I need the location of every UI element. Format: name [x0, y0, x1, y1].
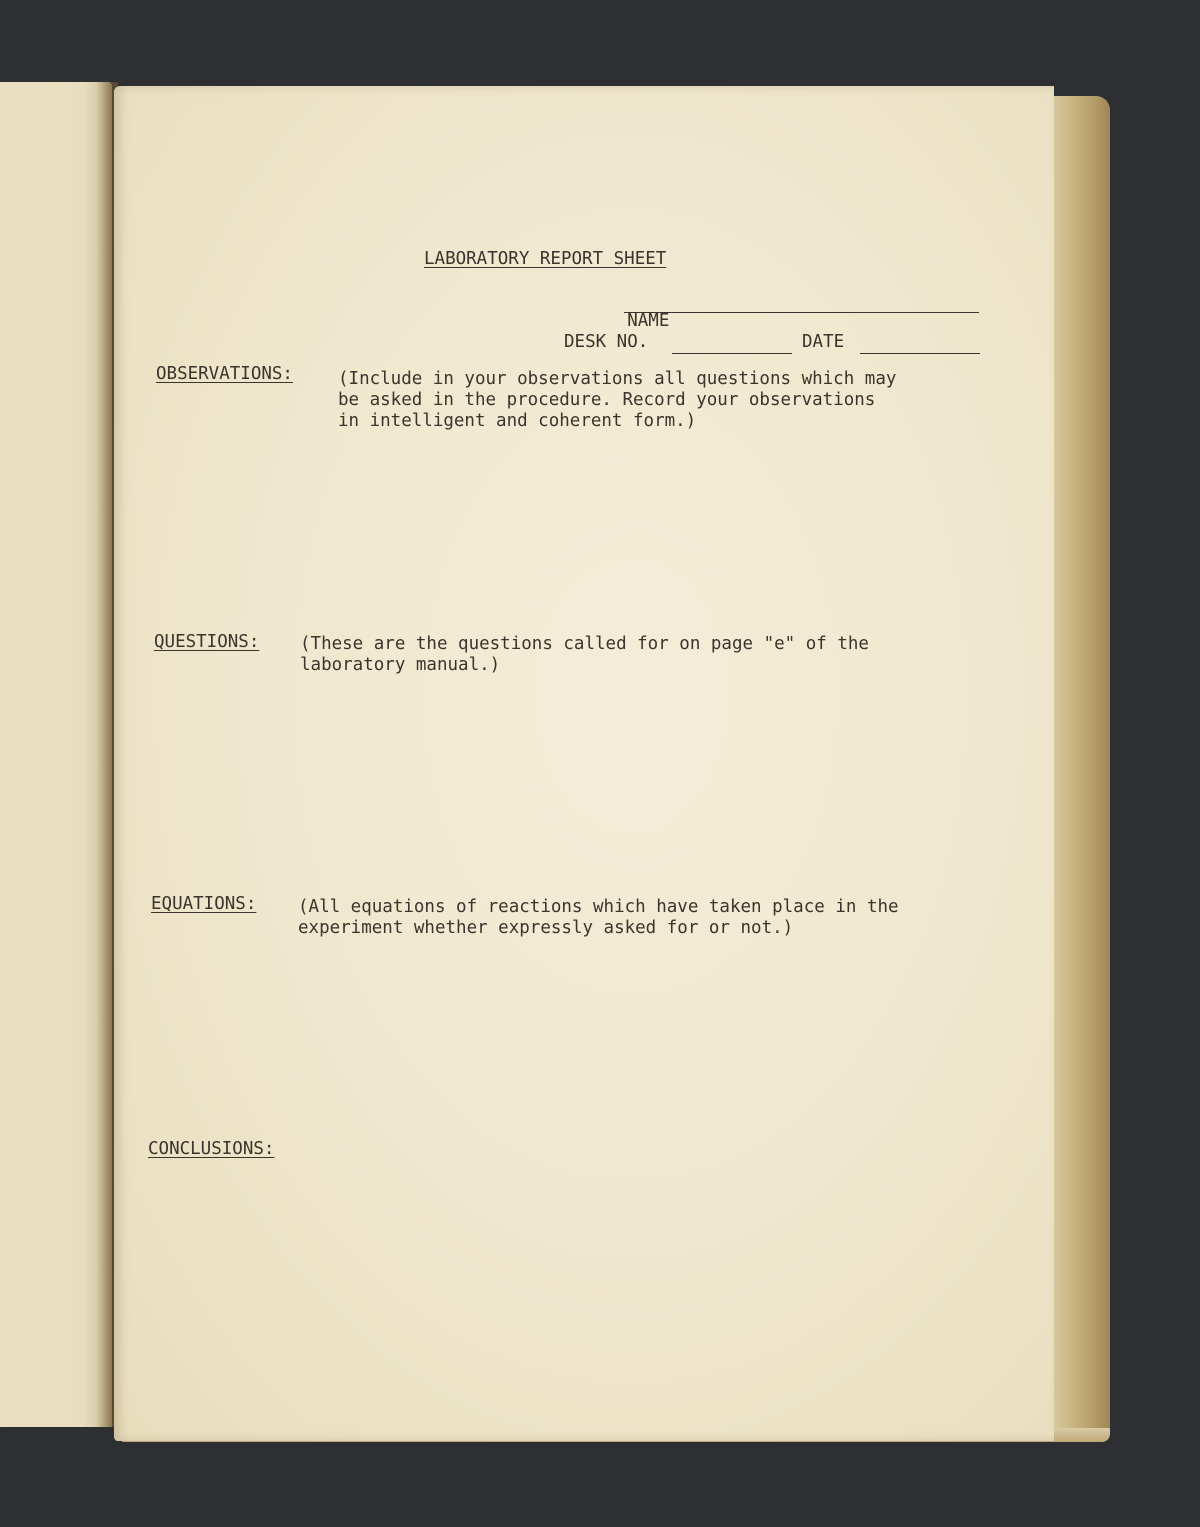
report-sheet-page: [114, 86, 1054, 1441]
observations-line-2: be asked in the procedure. Record your observations: [338, 390, 876, 410]
equations-heading: EQUATIONS:: [151, 894, 257, 914]
date-label: DATE: [802, 332, 845, 352]
desk-label: DESK NO.: [564, 332, 649, 352]
equations-line-2: experiment whether expressly asked for or not.): [298, 918, 794, 938]
questions-line-1: (These are the questions called for on page "e" of the: [300, 634, 869, 654]
observations-line-1: (Include in your observations all questions which may: [338, 369, 897, 389]
name-label: NAME: [627, 311, 670, 331]
date-blank-line: [860, 339, 980, 354]
equations-line-1: (All equations of reactions which have taken place in the: [298, 897, 899, 917]
questions-line-2: laboratory manual.): [300, 655, 501, 675]
desk-blank-line: [672, 339, 792, 354]
conclusions-heading: CONCLUSIONS:: [148, 1139, 275, 1159]
observations-heading: OBSERVATIONS:: [156, 364, 293, 384]
questions-heading: QUESTIONS:: [154, 632, 260, 652]
name-blank-line: [624, 298, 979, 313]
observations-line-3: in intelligent and coherent form.): [338, 411, 697, 431]
sheet-title: LABORATORY REPORT SHEET: [424, 249, 667, 269]
